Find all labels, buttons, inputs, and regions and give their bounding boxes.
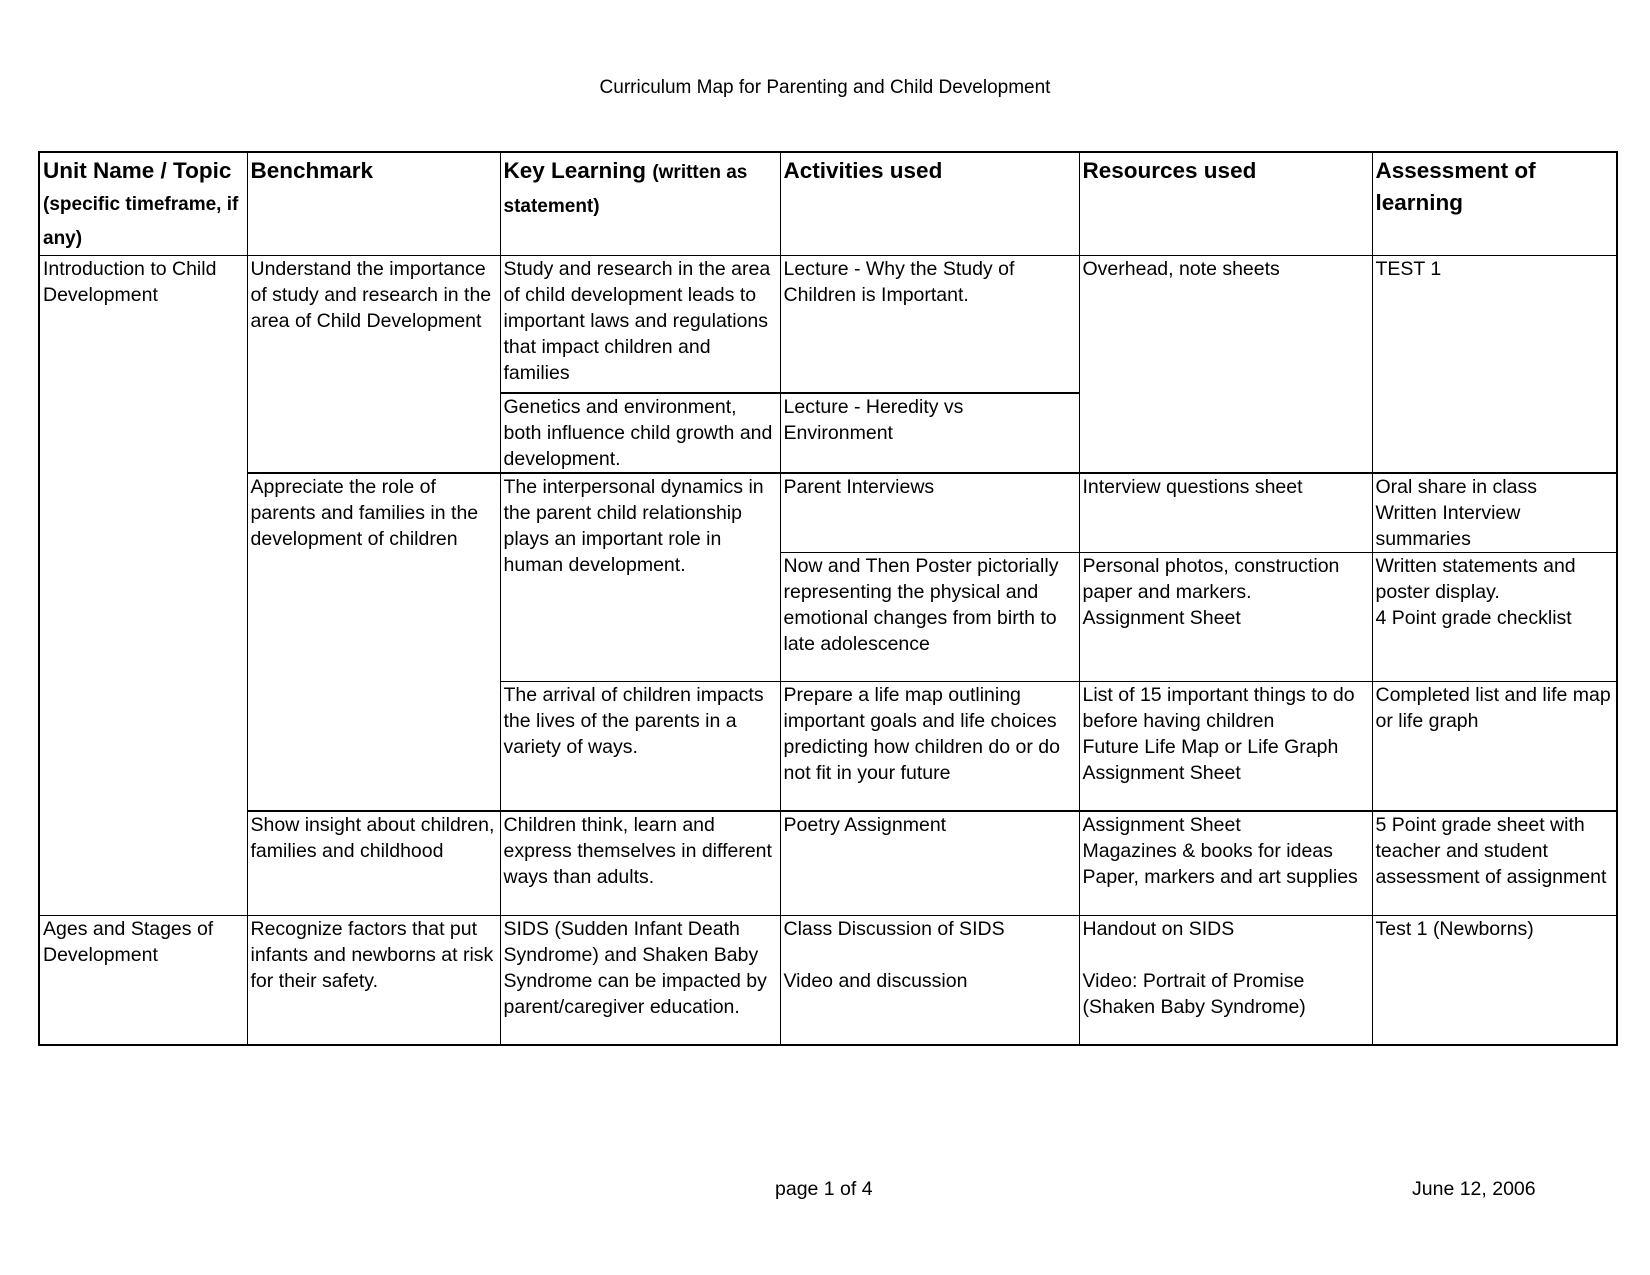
page-number: page 1 of 4: [775, 1178, 873, 1200]
header-assessment: Assessment of learning: [1372, 152, 1617, 256]
activity-cell: Class Discussion of SIDS Video and discussion: [780, 915, 1079, 1045]
key-learning-cell: Study and research in the area of child development leads to important laws and regulations that impact children and families: [500, 256, 780, 393]
resource-cell: Interview questions sheet: [1079, 473, 1372, 553]
assessment-cell: Written statements and poster display. 4 Point grade checklist: [1372, 552, 1617, 681]
table-row: [39, 256, 1617, 393]
activity-cell: Prepare a life map outlining important goals and life choices predicting how children do or do not fit in your future: [780, 681, 1079, 811]
resource-cell: Overhead, note sheets: [1079, 256, 1372, 473]
header-key-learning: Key Learning (written as statement): [500, 152, 780, 256]
table-row: [39, 473, 1617, 553]
resource-cell: Handout on SIDS Video: Portrait of Promise (Shaken Baby Syndrome): [1079, 915, 1372, 1045]
key-learning-cell: The interpersonal dynamics in the parent child relationship plays an important role in human development.: [500, 473, 780, 682]
resource-cell: Personal photos, construction paper and markers. Assignment Sheet: [1079, 552, 1372, 681]
key-learning-cell: Genetics and environment, both influence child growth and development.: [500, 393, 780, 473]
key-learning-cell: The arrival of children impacts the lives of the parents in a variety of ways.: [500, 681, 780, 811]
table-row: [39, 811, 1617, 915]
benchmark-cell: Show insight about children, families and childhood: [247, 811, 500, 915]
activity-cell: Lecture - Heredity vs Environment: [780, 393, 1079, 473]
activity-cell: Now and Then Poster pictorially representing the physical and emotional changes from birth to late adolescence: [780, 552, 1079, 681]
activity-cell: Parent Interviews: [780, 473, 1079, 553]
benchmark-cell: Recognize factors that put infants and newborns at risk for their safety.: [247, 915, 500, 1045]
header-unit-name: Unit Name / Topic (specific timeframe, if any): [39, 152, 247, 256]
document-date: June 12, 2006: [1412, 1178, 1536, 1200]
unit-cell: Introduction to Child Development: [39, 256, 247, 916]
assessment-cell: Completed list and life map or life graph: [1372, 681, 1617, 811]
key-learning-cell: SIDS (Sudden Infant Death Syndrome) and Shaken Baby Syndrome can be impacted by parent/caregiver education.: [500, 915, 780, 1045]
assessment-cell: Test 1 (Newborns): [1372, 915, 1617, 1045]
header-row: [39, 152, 1617, 256]
header-benchmark: Benchmark: [247, 152, 500, 256]
assessment-cell: Oral share in class Written Interview summaries: [1372, 473, 1617, 553]
key-learning-cell: Children think, learn and express themselves in different ways than adults.: [500, 811, 780, 915]
benchmark-cell: Appreciate the role of parents and families in the development of children: [247, 473, 500, 812]
document-title: Curriculum Map for Parenting and Child Development: [599, 77, 1051, 98]
resource-cell: Assignment Sheet Magazines & books for ideas Paper, markers and art supplies: [1079, 811, 1372, 915]
resource-cell: List of 15 important things to do before having children Future Life Map or Life Graph Assignment Sheet: [1079, 681, 1372, 811]
activity-cell: Poetry Assignment: [780, 811, 1079, 915]
table-row: [39, 915, 1617, 1045]
assessment-cell: TEST 1: [1372, 256, 1617, 473]
benchmark-cell: Understand the importance of study and research in the area of Child Development: [247, 256, 500, 473]
unit-cell: Ages and Stages of Development: [39, 915, 247, 1045]
curriculum-table: [38, 151, 1618, 1046]
header-resources: Resources used: [1079, 152, 1372, 256]
activity-cell: Lecture - Why the Study of Children is Important.: [780, 256, 1079, 393]
header-activities: Activities used: [780, 152, 1079, 256]
assessment-cell: 5 Point grade sheet with teacher and student assessment of assignment: [1372, 811, 1617, 915]
